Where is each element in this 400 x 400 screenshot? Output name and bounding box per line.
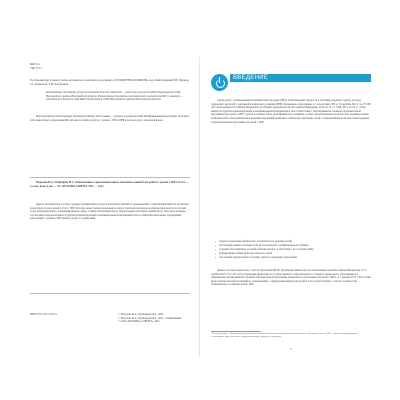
abstract-text: Данное методическое пособие содержит планирование работы и конспекты занятий по ознакомлению с окружающим миром в различных возрастных группах детей 6–8 лет с ЗПР. Пособие может быть использовано в работе учителей-логопедов, воспитателей и педагогов детских садов компенсирующего и комбинированного вида, а также в начальной школе. Предлагаемые конспекты занятий могут быть использованы логопедами в начальной школе в группах компенсирующей и комбинированной направленности и в общеобразовательных учреждениях, работающих с детьми с ОВЗ разного возраста, родителями. <box>30 203 189 221</box>
footnote: * В соответствии с «Примерной адаптированной основной образовательной программой дошкольного образования детей с ЗПР», занятия по формированию элементарных представлений об окружающем мире проводятся ежедневно. <box>211 333 358 338</box>
left-page <box>22 57 198 357</box>
list-item: • охрана и укрепление физического и психического здоровья детей; <box>215 240 371 244</box>
closing-paragraph: Данное пособие разработано с учетом требований ФГОС ДО (Приказ Министерства образования и науки Российской Федерации от 17 октября 2013 г. № 1155 «Об утверждении федерального государственного образовательного стандарта дошкольного образования») и «Примерной адаптированной основной образовательной программы дошкольного образования для детей с ЗПР» от 7 декабря 2017 г. В пособии представлены конспекты занятий по ознакомлению с окружающим миром для детей 6–8 лет, разработанные с учетом особенностей познавательного развития детей с ЗПР. <box>211 269 371 287</box>
list-item: • обеспечение равных возможностей для полноценного развития каждого ребенка; <box>215 244 371 248</box>
authors-note: Морозова Ирина Александровна, Пушкарева Марина Анатольевна — учителя-логопеды высшей квалификационной категории. Почетные работники общего образования РФ, авторы пособий по работе с детьми с ЗПР и ОНР в детском саду и начальной школе. <box>30 115 189 122</box>
list-item: • обеспечение преемственности целей, задач и содержания образования. <box>215 256 371 260</box>
review-note: Рекомендовано для работы психологом-методистом М.А. Ивановой — педагогом-психологом МАОУ Прохоровская ООШ Новгородского района Новгородской области. Рекомендовано для работы воспитателей и методистов В.И. Симоновой — воспитателем детского сада МАОУ Трубичинской ООШ Новгородского района Новгородской области. <box>46 91 183 102</box>
catalog-entry: Морозова И.А., Пушкарева М.А. Ознакомление с окружающим миром. Конспекты занятий для работы с детьми с ЗПР 6–8 лет. — 2-е изд., испр. и доп. — М.: МОЗАИКА-СИНТЕЗ, 2021. — 216 с. <box>30 181 189 188</box>
power-icon <box>211 74 228 91</box>
page-number: 3 <box>290 347 292 351</box>
bbk-code: ББК 74.1 УДК 373.2 <box>30 63 42 70</box>
divider-1 <box>30 177 190 178</box>
page-gutter <box>199 57 200 357</box>
footnote-rule <box>211 331 261 332</box>
list-item: • формирование общей культуры личности детей; <box>215 252 371 256</box>
section-title: ВВЕДЕНИЕ <box>233 75 269 81</box>
isbn: ISBN 978-5-4315-2072-5 <box>30 313 57 316</box>
right-page <box>203 57 379 357</box>
divider-2 <box>30 293 190 294</box>
series-annotation: Пособие выходит в рамках учебно-методического комплекта к программе «ОТ РОЖДЕНИЯ ДО ШКОЛЫ» под общей редакцией Н.Е. Вераксы, Т.С. Комаровой, Э.М. Дорофеевой. <box>30 79 190 86</box>
intro-body: Среди детей с ограниченными возможностями здоровья (ОВЗ), испытывающих трудности в обучении, выделяют группу, которую определяют как детей с задержкой психического развития (ЗПР). Дошкольное образование, в соответствии с ФЗ от 29 декабря 2012 г. № 273-ФЗ «Об образовании в Российской Федерации» (Собрание законодательства Российской Федерации, 2012, № 53, ст. 7598; 2013, № 19, ст. 2326), является в группах компенсирующей и комбинированной направленности в соответствии с адаптированной основной образовательной программой для детей с ОВЗ с учетом особенностей их психофизического развития, особых образовательных потребностей, индивидуальных возможностей и обеспечивающей коррекцию нарушений развития и социальную адаптацию детей с ограниченными возможностями здоровья. Задачи реализации программы для детей с ЗПР: <box>211 99 371 124</box>
tasks-list <box>215 240 371 260</box>
list-item: • создание благоприятных условий развития детей в соответствии с их особенностями; <box>215 248 371 252</box>
copyright-block: © Морозова И.А., Пушкарева М.А., 2006 © Морозова И.А., Пушкарева М.А., 2021, с изменениями © ООО «МОЗАИКА-СИНТЕЗ», 2021 <box>118 313 182 324</box>
